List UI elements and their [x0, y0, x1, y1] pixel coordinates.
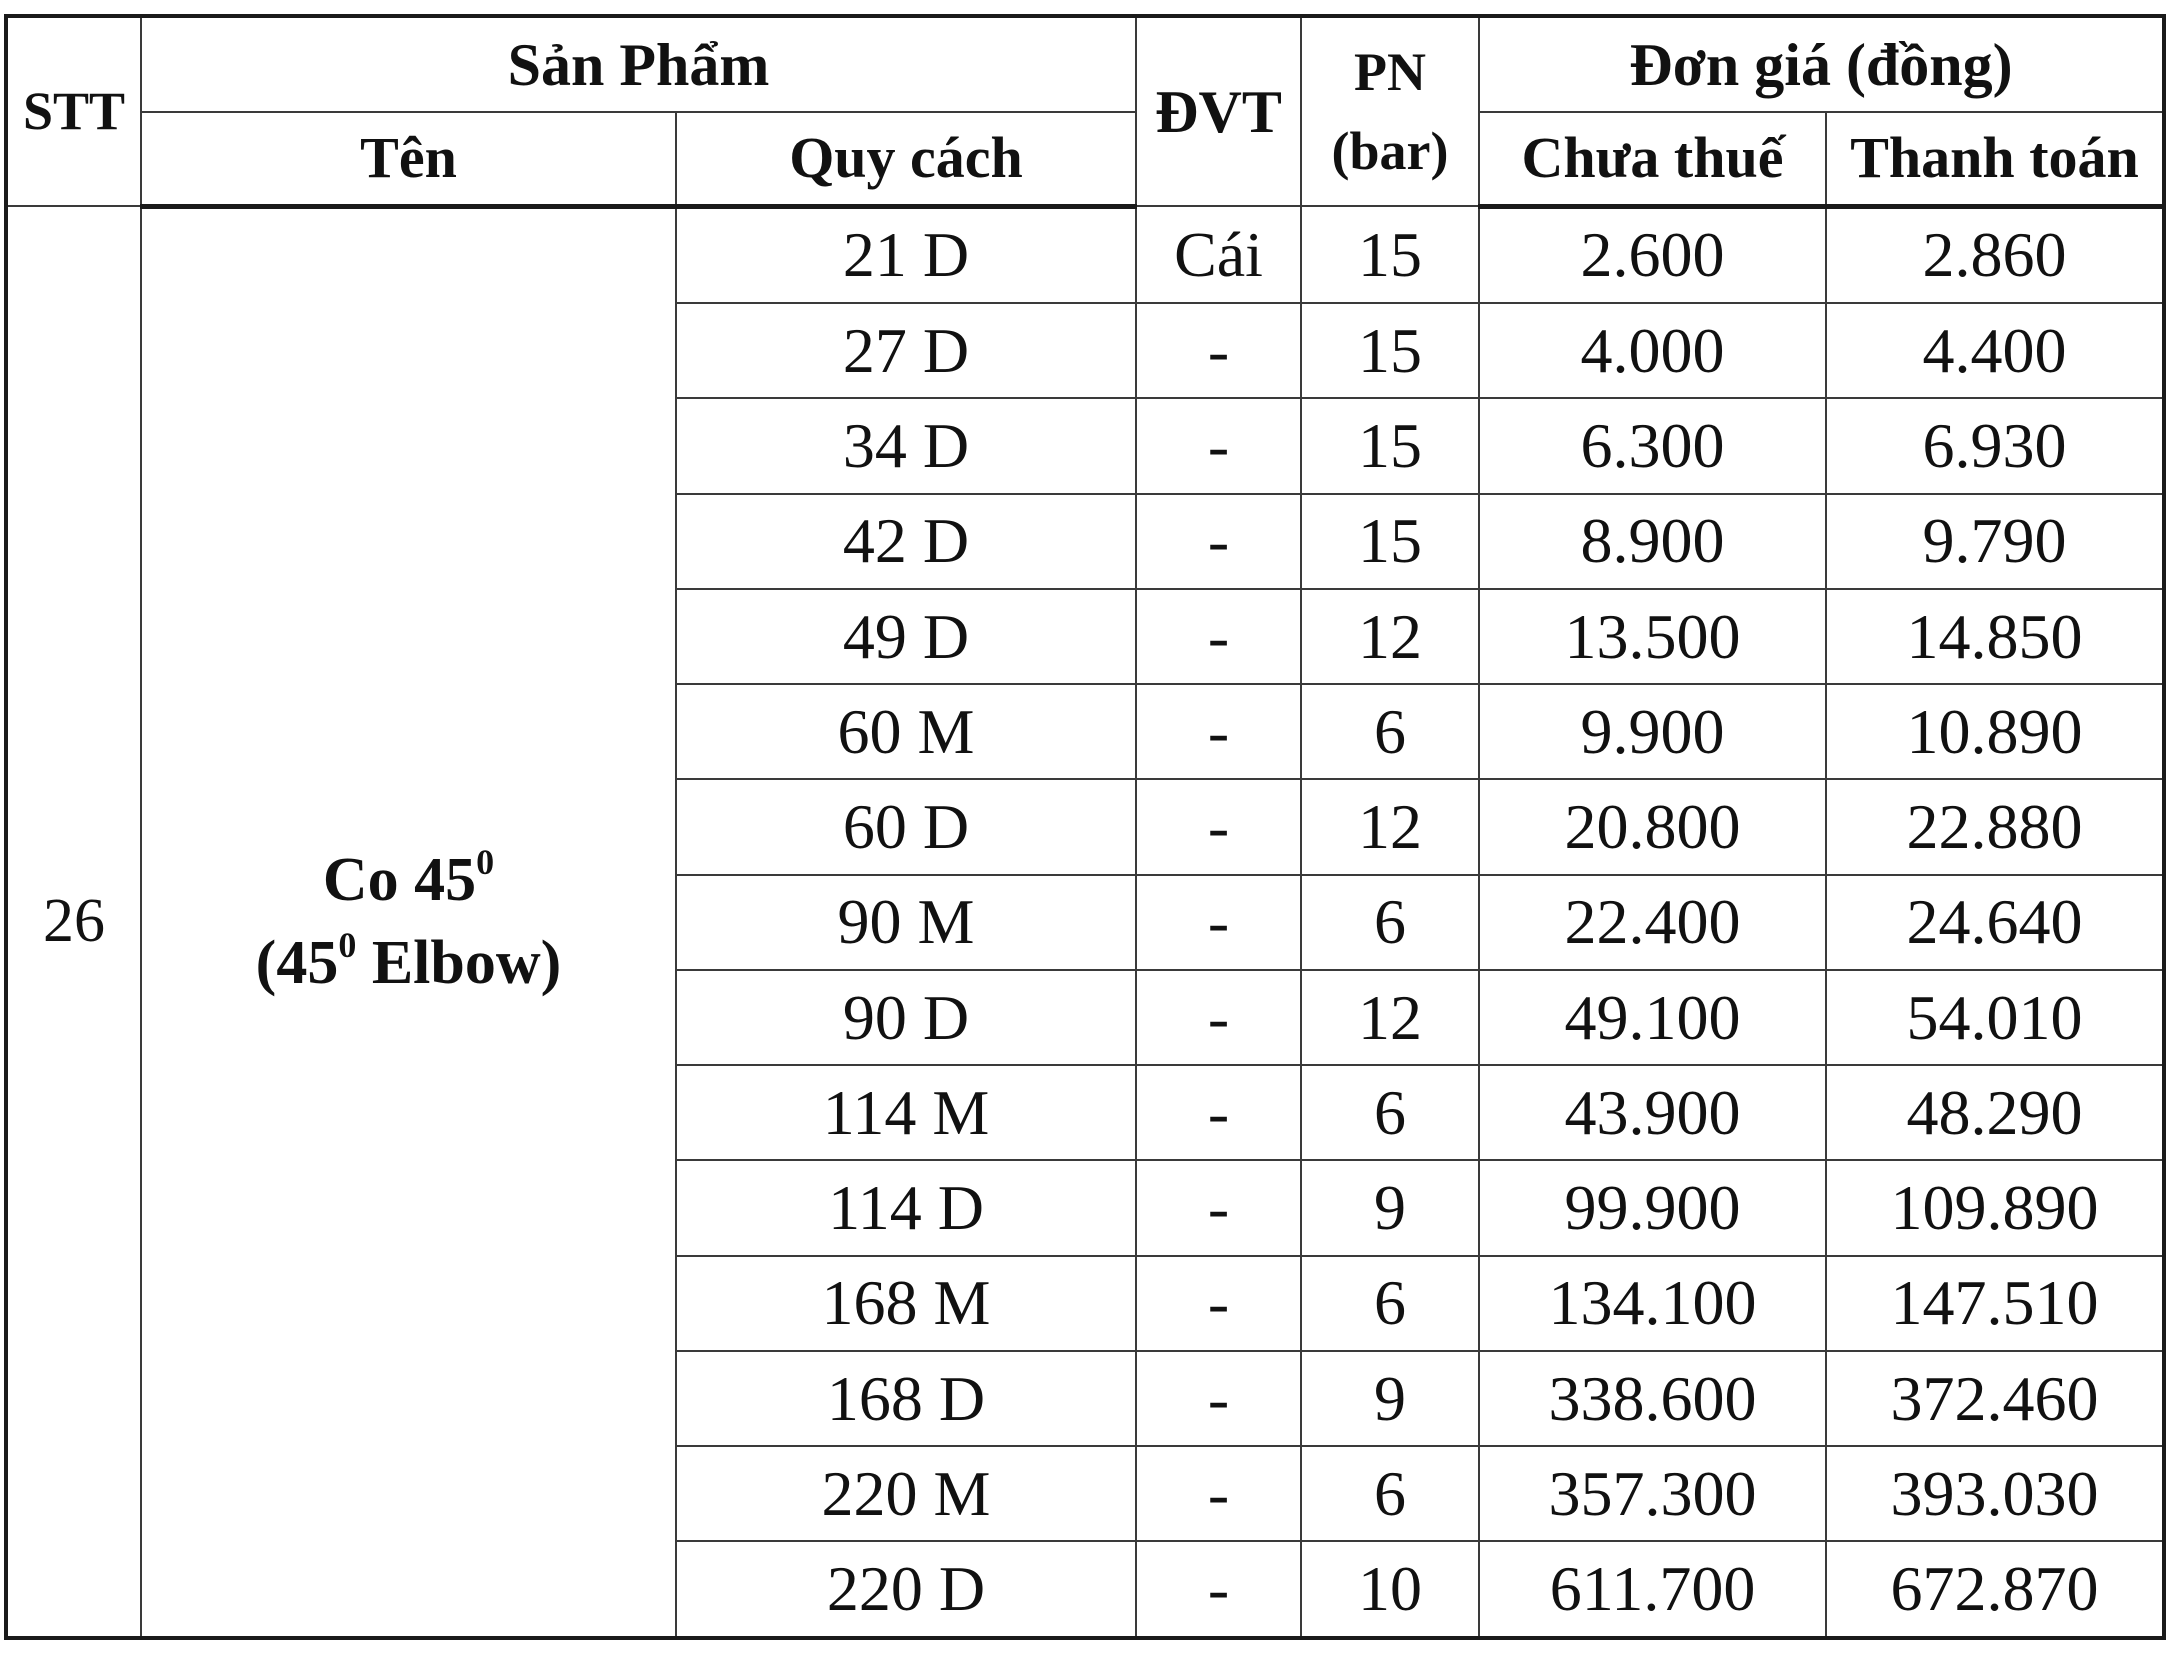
row-pn: 9 [1301, 1160, 1479, 1255]
row-price-pre-tax: 8.900 [1479, 494, 1826, 589]
row-price-total: 24.640 [1826, 875, 2164, 970]
header-unit: ĐVT [1136, 16, 1301, 206]
row-price-total: 48.290 [1826, 1065, 2164, 1160]
row-unit: - [1136, 684, 1301, 779]
row-unit: - [1136, 1256, 1301, 1351]
header-pn [1301, 16, 1479, 206]
row-pn: 12 [1301, 589, 1479, 684]
row-spec: 27 D [676, 303, 1136, 398]
header-stt: STT [6, 16, 141, 206]
row-price-pre-tax: 357.300 [1479, 1446, 1826, 1541]
row-spec: 34 D [676, 398, 1136, 493]
row-unit: - [1136, 1160, 1301, 1255]
row-spec: 60 M [676, 684, 1136, 779]
row-spec: 114 M [676, 1065, 1136, 1160]
row-spec: 21 D [676, 206, 1136, 303]
item-name-en [142, 922, 675, 1006]
row-spec: 49 D [676, 589, 1136, 684]
row-price-total: 2.860 [1826, 206, 2164, 303]
row-price-total: 9.790 [1826, 494, 2164, 589]
row-price-total: 22.880 [1826, 779, 2164, 874]
item-name [141, 206, 676, 1638]
row-price-total: 54.010 [1826, 970, 2164, 1065]
row-pn: 9 [1301, 1351, 1479, 1446]
row-pn: 15 [1301, 303, 1479, 398]
row-pn: 15 [1301, 398, 1479, 493]
row-spec: 90 M [676, 875, 1136, 970]
row-unit: Cái [1136, 206, 1301, 303]
header-price-total: Thanh toán [1826, 112, 2164, 206]
row-price-pre-tax: 99.900 [1479, 1160, 1826, 1255]
header-price-group: Đơn giá (đồng) [1479, 16, 2164, 112]
row-price-pre-tax: 338.600 [1479, 1351, 1826, 1446]
row-price-total: 147.510 [1826, 1256, 2164, 1351]
row-unit: - [1136, 779, 1301, 874]
row-price-total: 393.030 [1826, 1446, 2164, 1541]
row-pn: 6 [1301, 684, 1479, 779]
row-unit: - [1136, 875, 1301, 970]
row-pn: 12 [1301, 779, 1479, 874]
row-spec: 42 D [676, 494, 1136, 589]
table-header [6, 16, 2164, 206]
row-spec: 114 D [676, 1160, 1136, 1255]
row-unit: - [1136, 970, 1301, 1065]
row-price-pre-tax: 4.000 [1479, 303, 1826, 398]
row-unit: - [1136, 1351, 1301, 1446]
row-pn: 15 [1301, 206, 1479, 303]
row-spec: 220 M [676, 1446, 1136, 1541]
row-price-pre-tax: 611.700 [1479, 1541, 1826, 1638]
row-price-total: 372.460 [1826, 1351, 2164, 1446]
row-spec: 168 D [676, 1351, 1136, 1446]
row-pn: 6 [1301, 875, 1479, 970]
row-price-total: 6.930 [1826, 398, 2164, 493]
row-pn: 6 [1301, 1065, 1479, 1160]
row-price-pre-tax: 134.100 [1479, 1256, 1826, 1351]
row-unit: - [1136, 398, 1301, 493]
row-price-pre-tax: 43.900 [1479, 1065, 1826, 1160]
item-name-en-open: (45 [255, 929, 339, 998]
row-unit: - [1136, 494, 1301, 589]
item-name-en-rest: Elbow) [356, 929, 562, 998]
row-price-pre-tax: 13.500 [1479, 589, 1826, 684]
row-pn: 10 [1301, 1541, 1479, 1638]
row-spec: 90 D [676, 970, 1136, 1065]
row-unit: - [1136, 1541, 1301, 1638]
header-product-group: Sản Phẩm [141, 16, 1136, 112]
row-price-total: 14.850 [1826, 589, 2164, 684]
header-pn-line1: PN [1354, 42, 1426, 103]
item-name-en-degree: 0 [338, 925, 357, 966]
row-price-total: 672.870 [1826, 1541, 2164, 1638]
row-spec: 60 D [676, 779, 1136, 874]
row-unit: - [1136, 303, 1301, 398]
row-price-pre-tax: 20.800 [1479, 779, 1826, 874]
header-name: Tên [141, 112, 676, 206]
row-unit: - [1136, 1446, 1301, 1541]
row-pn: 6 [1301, 1256, 1479, 1351]
row-price-total: 4.400 [1826, 303, 2164, 398]
row-price-pre-tax: 49.100 [1479, 970, 1826, 1065]
row-price-pre-tax: 9.900 [1479, 684, 1826, 779]
row-spec: 220 D [676, 1541, 1136, 1638]
row-unit: - [1136, 1065, 1301, 1160]
row-price-pre-tax: 22.400 [1479, 875, 1826, 970]
header-price-pre-tax: Chưa thuế [1479, 112, 1826, 206]
row-price-total: 10.890 [1826, 684, 2164, 779]
row-pn: 6 [1301, 1446, 1479, 1541]
row-price-total: 109.890 [1826, 1160, 2164, 1255]
header-pn-line2: (bar) [1331, 120, 1449, 181]
row-pn: 15 [1301, 494, 1479, 589]
table-body [6, 206, 2164, 1638]
table-row [6, 206, 2164, 303]
row-unit: - [1136, 589, 1301, 684]
row-pn: 12 [1301, 970, 1479, 1065]
row-price-pre-tax: 2.600 [1479, 206, 1826, 303]
header-spec: Quy cách [676, 112, 1136, 206]
price-table [4, 14, 2166, 1640]
row-spec: 168 M [676, 1256, 1136, 1351]
item-name-prefix-degree: 0 [476, 841, 495, 882]
row-price-pre-tax: 6.300 [1479, 398, 1826, 493]
item-name-prefix: Co 45 [322, 845, 477, 914]
item-stt: 26 [6, 206, 141, 1638]
item-name-vi [142, 839, 675, 923]
